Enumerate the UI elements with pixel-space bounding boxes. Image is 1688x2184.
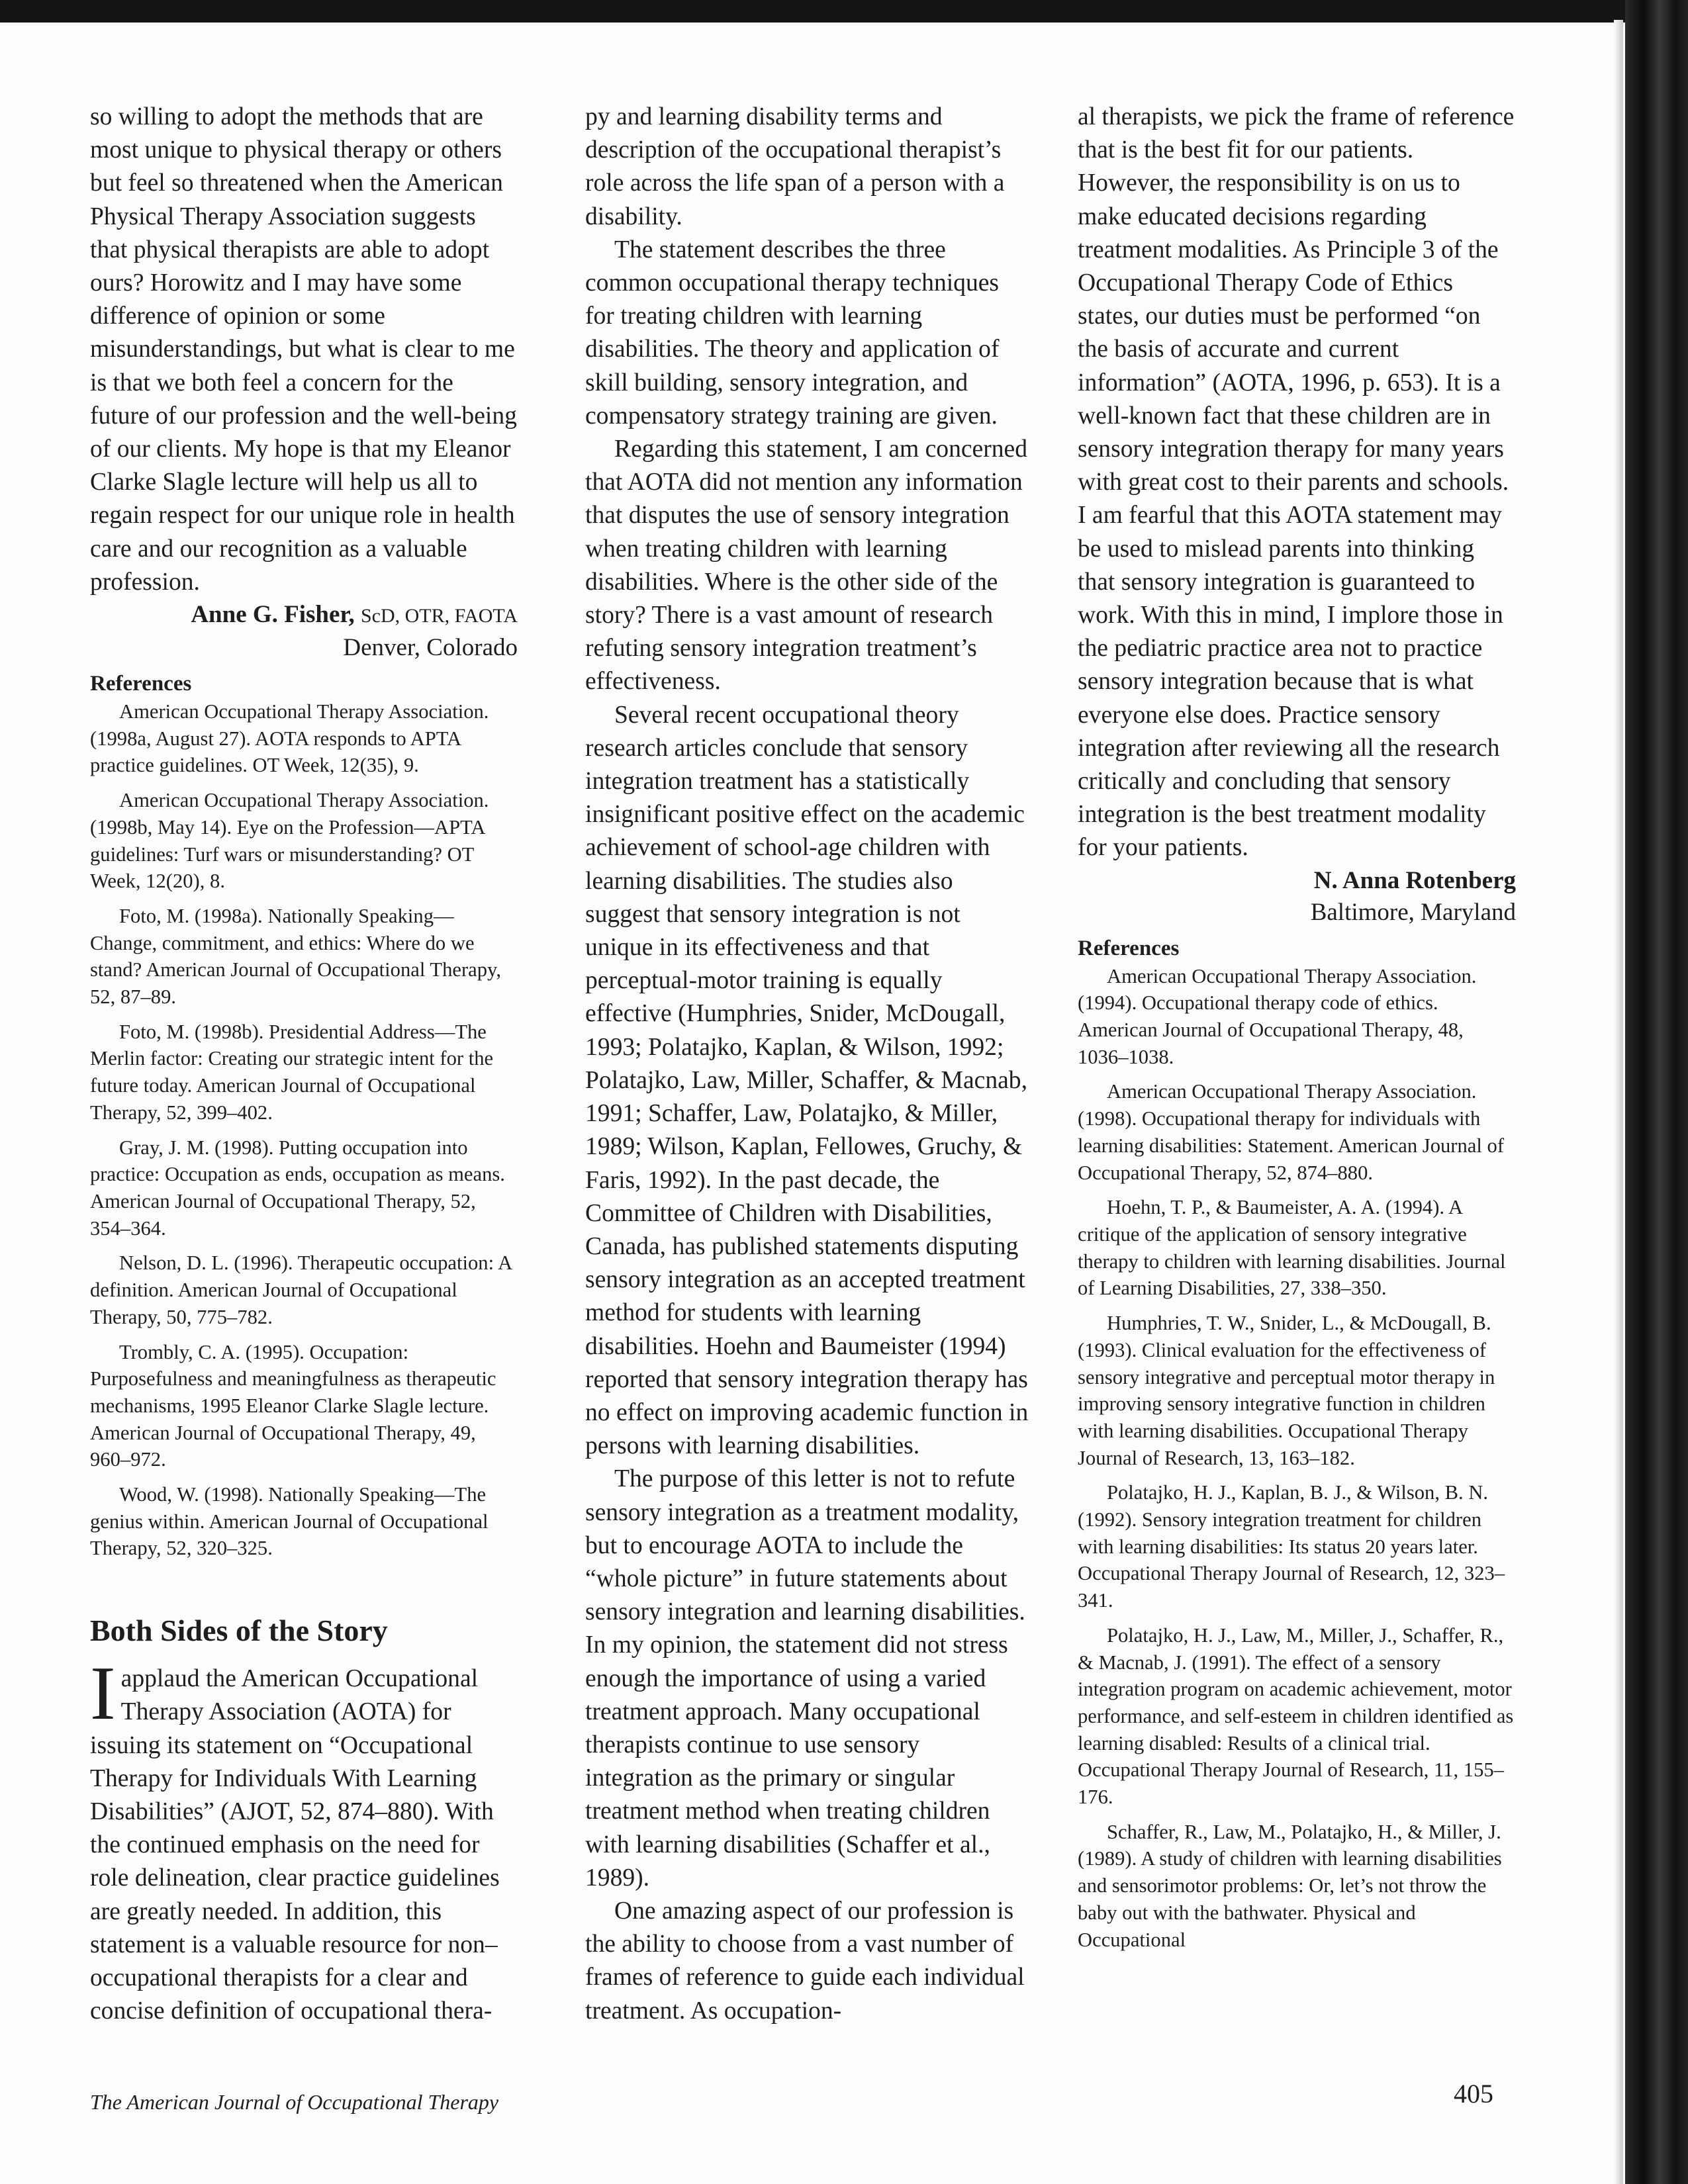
reference-item: Humphries, T. W., Snider, L., & McDougall, B. (1993). Clinical evaluation for the effectiveness of sensory integrative and perceptual motor therapy in improving sensory integrative function in children with learning disabilities. Occupational Therapy Journal of Research, 13, 163–182. — [1078, 1312, 1495, 1469]
signature-credentials: ScD, OTR, FAOTA — [360, 605, 518, 627]
paragraph: Several recent occupational theory research articles conclude that sensory integration treatment has a statistically insignificant positive effect on the academic achievement of school-age children with learning disabilities. The studies also suggest that sensory integration is not unique in its effectiveness and that perceptual-motor training is equally effective (Humphries, Snider, McDougall, 1993; Polatajko, Kaplan, & Wilson, 1992; Polatajko, Law, Miller, Schaffer, & Macnab, 1991; Schaffer, Law, Polatajko, & Miller, 1989; Wilson, Kaplan, Fellowes, Gruchy, & Faris, 1992). In the past decade, the Committee of Children with Disabilities, Canada, has published statements disputing sensory integration as an accepted treatment method for students with learning disabilities. Hoehn and Baumeister (1994) reported that sensory integration therapy has no effect on improving academic function in persons with learning disabilities. — [585, 701, 1029, 1460]
reference-item: Foto, M. (1998b). Presidential Address—The Merlin factor: Creating our strategic intent for the future today. American Journal of Occupational Therapy, 52, 399–402. — [90, 1020, 494, 1124]
column-1 — [90, 101, 518, 2028]
signature-name: N. Anna Rotenberg — [1313, 866, 1516, 894]
letter-2-continuation: al therapists, we pick the frame of reference that is the best fit for our patients. However, the responsibility is on us to make educated decisions regarding treatment modalities. As Principle 3 of the Occupational Therapy Code of Ethics states, our duties must be performed “on the basis of accurate and current information” (AOTA, 1996, p. 653). It is a well-known fact that these children are in sensory integration therapy for many years with great cost to their parents and schools. I am fearful that this AOTA statement may be used to mislead parents into thinking that sensory integration is guaranteed to work. With this in mind, I implore those in the pediatric practice area not to practice sensory integration because that is what everyone else does. Practice sensory integration after reviewing all the research critically and concluding that sensory integration is the best treatment modality for your patients. — [1078, 103, 1515, 862]
reference-item: Trombly, C. A. (1995). Occupation: Purposefulness and meaningfulness as therapeutic mechanisms, 1995 Eleanor Clarke Slagle lecture. American Journal of Occupational Therapy, 49, 960–972. — [90, 1340, 496, 1471]
reference-item: Foto, M. (1998a). Nationally Speaking—Change, commitment, and ethics: Where do we stand? American Journal of Occupational Therapy, 52, 87–89. — [90, 904, 502, 1009]
reference-item: American Occupational Therapy Association. (1994). Occupational therapy code of ethics. American Journal of Occupational Therapy, 48, 1036–1038. — [1078, 964, 1477, 1068]
references-heading: References — [1078, 936, 1180, 960]
reference-item: Polatajko, H. J., Kaplan, B. J., & Wilson, B. N. (1992). Sensory integration treatment for children with learning disabilities: Its status 20 years later. Occupational Therapy Journal of Research, 12, 323–341. — [1078, 1481, 1505, 1612]
references-list-2 — [1078, 963, 1516, 1954]
column-1-body — [90, 101, 518, 599]
column-2 — [585, 101, 1029, 2028]
signature-location: Denver, Colorado — [343, 634, 518, 662]
paragraph: The statement describes the three common occupational therapy techniques for treating children with learning disabilities. The theory and application of skill building, sensory integration, and compensatory strategy training are given. — [585, 236, 1000, 430]
page-number: 405 — [1454, 2079, 1493, 2109]
column-2-body — [585, 101, 1029, 2028]
signature-location: Baltimore, Maryland — [1310, 898, 1516, 926]
reference-item: American Occupational Therapy Association. (1998). Occupational therapy for individuals with learning disabilities: Statement. American Journal of Occupational Therapy, 52, 874–880. — [1078, 1080, 1505, 1184]
right-scan-edge — [1625, 0, 1688, 2184]
reference-item: Nelson, D. L. (1996). Therapeutic occupation: A definition. American Journal of Occupational Therapy, 50, 775–782. — [90, 1251, 512, 1328]
letter-2-signature — [1078, 865, 1516, 929]
references-heading: References — [90, 672, 192, 696]
section-title: Both Sides of the Story — [90, 1614, 388, 1648]
reference-item: Polatajko, H. J., Law, M., Miller, J., Schaffer, R., & Macnab, J. (1991). The effect of a sensory integration program on academic achievement, motor performance, and self-esteem in children identified as learning disabled: Results of a clinical trial. Occupational Therapy Journal of Research, 11, 155–176. — [1078, 1623, 1514, 1809]
reference-item: Wood, W. (1998). Nationally Speaking—The genius within. American Journal of Occupational Therapy, 52, 320–325. — [90, 1483, 489, 1560]
column-3 — [1078, 101, 1516, 1961]
column-3-body — [1078, 101, 1516, 865]
paragraph: Regarding this statement, I am concerned that AOTA did not mention any information that disputes the use of sensory integration when treating children with learning disabilities. Where is the other side of the story? There is a vast amount of research refuting sensory integration treatment’s effectiveness. — [585, 435, 1028, 696]
top-scan-edge — [0, 0, 1628, 23]
paragraph: The purpose of this letter is not to refute sensory integration as a treatment modality, but to encourage AOTA to include the “whole picture” in future statements about sensory integration and learning disabilities. In my opinion, the statement did not stress enough the importance of using a varied treatment approach. Many occupational therapists continue to use sensory integration as the primary or singular treatment method when treating children with learning disabilities (Schaffer et al., 1989). — [585, 1465, 1025, 1891]
letter-1-continuation: so willing to adopt the methods that are most unique to physical therapy or others but feel so threatened when the American Physical Therapy Association suggests that physical therapists are able to adopt ours? Horowitz and I may have some difference of opinion or some misunderstandings, but what is clear to me is that we both feel a concern for the future of our profession and the well-being of our clients. My hope is that my Eleanor Clarke Slagle lecture will help us all to regain respect for our unique role in health care and our recognition as a valuable profession. — [90, 103, 517, 596]
reference-item: American Occupational Therapy Association. (1998b, May 14). Eye on the Profession—APTA guidelines: Turf wars or misunderstanding? OT Week, 12(20), 8. — [90, 789, 489, 893]
footer-journal-title: The American Journal of Occupational Therapy — [90, 2090, 499, 2114]
letter-1-signature — [90, 599, 518, 664]
page-edge-shadow — [1614, 20, 1623, 2184]
references-list-1 — [90, 698, 518, 1562]
letter-2-intro — [90, 1651, 518, 2028]
letter-2-first-paragraph: Iapplaud the American Occupational Therapy Association (AOTA) for issuing its statement on “Occupational Therapy for Individuals With Learning Disabilities” (AJOT, 52, 874–880). With the continued emphasis on the need for role delineation, clear practice guidelines are greatly needed. In addition, this statement is a valuable resource for non–occupational therapists for a clear and concise definition of occupational thera- — [90, 1651, 500, 2025]
paragraph: py and learning disability terms and description of the occupational therapist’s role across the life span of a person with a disability. — [585, 103, 1005, 230]
reference-item: Schaffer, R., Law, M., Polatajko, H., & Miller, J. (1989). A study of children with learning disabilities and sensorimotor problems: Or, let’s not throw the baby out with the bathwater. Physical and Occupational — [1078, 1820, 1502, 1951]
reference-item: Hoehn, T. P., & Baumeister, A. A. (1994). A critique of the application of sensory integrative therapy to children with learning disabilities. Journal of Learning Disabilities, 27, 338–350. — [1078, 1196, 1506, 1300]
signature-name: Anne G. Fisher, — [191, 601, 355, 629]
paragraph: One amazing aspect of our profession is the ability to choose from a vast number of frames of reference to guide each individual treatment. As occupation- — [585, 1897, 1025, 2025]
reference-item: American Occupational Therapy Association. (1998a, August 27). AOTA responds to APTA practice guidelines. OT Week, 12(35), 9. — [90, 700, 489, 777]
reference-item: Gray, J. M. (1998). Putting occupation into practice: Occupation as ends, occupation as means. American Journal of Occupational Therapy, 52, 354–364. — [90, 1136, 505, 1240]
